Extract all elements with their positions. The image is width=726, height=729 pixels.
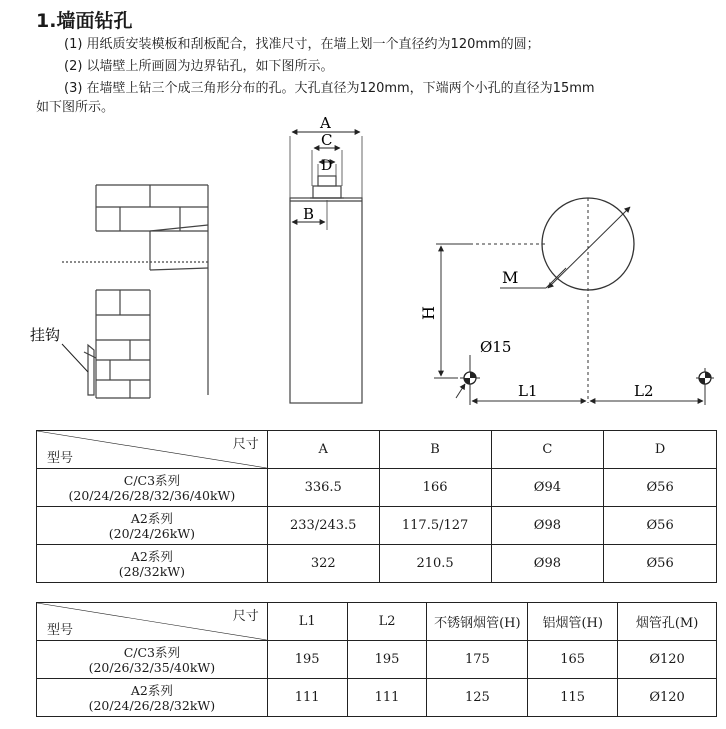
table-corner-header: [37, 431, 268, 469]
model-cell: C/C3系列 (20/24/26/28/32/36/40kW): [37, 469, 268, 507]
label-b: B: [303, 205, 315, 223]
model-cell: C/C3系列 (20/26/32/35/40kW): [37, 641, 268, 679]
column-header: L2: [347, 603, 427, 641]
table-cell: 322: [267, 545, 379, 583]
table-row: [37, 469, 717, 507]
boiler-figure: [290, 136, 362, 403]
table-cell: 115: [528, 679, 618, 717]
header-dimension-label: 尺寸: [232, 437, 259, 452]
table-row: [37, 545, 717, 583]
label-m: M: [502, 268, 519, 287]
table-cell: 166: [379, 469, 491, 507]
header-model-label: 型号: [47, 623, 74, 638]
installation-diagrams: [0, 116, 726, 422]
column-header: D: [604, 431, 717, 469]
column-header: 不锈钢烟管(H): [427, 603, 528, 641]
table-cell: 125: [427, 679, 528, 717]
section-title: 1.墙面钻孔: [36, 10, 133, 32]
table-cell: Ø56: [604, 545, 717, 583]
column-header: 烟管孔(M): [618, 603, 717, 641]
table-cell: Ø120: [618, 679, 717, 717]
label-d: D: [321, 158, 333, 174]
instruction-2: (2) 以墙壁上所画圆为边界钻孔，如下图所示。: [64, 59, 334, 74]
table-cell: 233/243.5: [267, 507, 379, 545]
label-d15: Ø15: [480, 338, 512, 356]
column-header: C: [491, 431, 604, 469]
table-cell: 111: [347, 679, 427, 717]
table-header-row: [37, 603, 717, 641]
label-l1: L1: [518, 382, 538, 400]
table-cell: Ø94: [491, 469, 604, 507]
header-model-label: 型号: [47, 451, 74, 466]
wall-figure: [62, 185, 208, 398]
table-corner-header: [37, 603, 268, 641]
table-row: [37, 679, 717, 717]
model-cell: A2系列 (20/24/26/28/32kW): [37, 679, 268, 717]
label-c: C: [321, 131, 333, 149]
label-l2: L2: [634, 382, 654, 400]
table-row: [37, 641, 717, 679]
table-row: [37, 507, 717, 545]
instruction-1: (1) 用纸质安装模板和刮板配合，找准尺寸，在墙上划一个直径约为120mm的圆；: [64, 37, 540, 52]
model-cell: A2系列 (20/24/26kW): [37, 507, 268, 545]
table-cell: Ø56: [604, 507, 717, 545]
table-cell: 195: [267, 641, 347, 679]
column-header: 铝烟管(H): [528, 603, 618, 641]
header-dimension-label: 尺寸: [232, 609, 259, 624]
table-cell: 117.5/127: [379, 507, 491, 545]
table-cell: Ø56: [604, 469, 717, 507]
hook-label: 挂钩: [30, 326, 61, 344]
hook-leader-line: [62, 344, 88, 372]
hole-layout-figure: [434, 198, 714, 405]
dimension-table-2: [36, 602, 717, 717]
column-header: L1: [267, 603, 347, 641]
table-cell: 210.5: [379, 545, 491, 583]
table-cell: 336.5: [267, 469, 379, 507]
table-cell: 195: [347, 641, 427, 679]
column-header: B: [379, 431, 491, 469]
instruction-3: (3) 在墙壁上钻三个成三角形分布的孔。大孔直径为120mm，下端两个小孔的直径为15mm: [64, 81, 595, 96]
instruction-3-cont: 如下图所示。: [36, 100, 115, 115]
label-a: A: [320, 116, 331, 132]
table-cell: 175: [427, 641, 528, 679]
table-header-row: [37, 431, 717, 469]
label-h: H: [419, 306, 438, 320]
column-header: A: [267, 431, 379, 469]
table-cell: Ø98: [491, 507, 604, 545]
table-cell: 111: [267, 679, 347, 717]
table-cell: 165: [528, 641, 618, 679]
dimension-table-1: [36, 430, 717, 583]
model-cell: A2系列 (28/32kW): [37, 545, 268, 583]
table-cell: Ø120: [618, 641, 717, 679]
table-cell: Ø98: [491, 545, 604, 583]
